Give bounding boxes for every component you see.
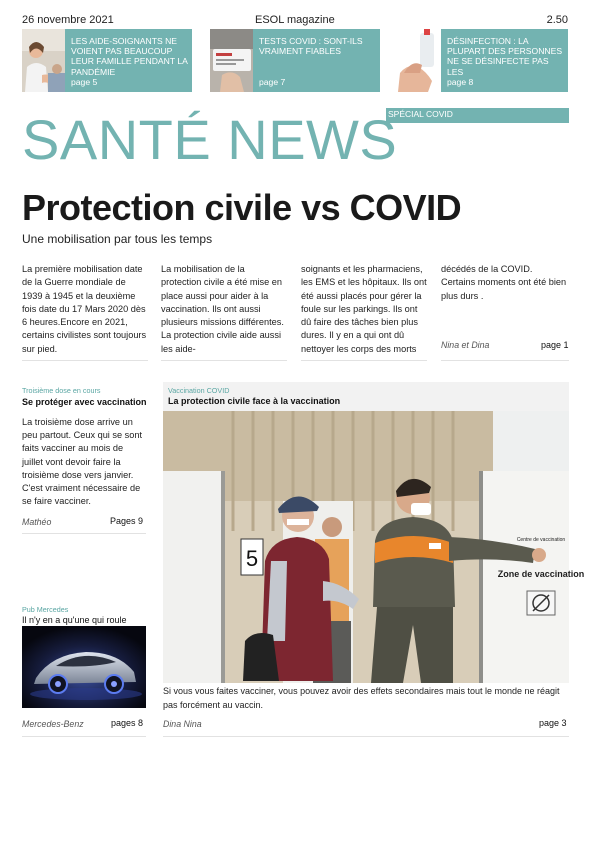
lead-column-3: soignants et les pharmaciens, les EMS et les hôpitaux. Ils ont été aussi placés pour gérer la foule sur les parkings. Ils ont dû faire des tâches bien plus dures. Il y en a qui ont dû nettoyer les corps des morts	[301, 264, 427, 354]
mercedes-ad-image[interactable]	[22, 626, 146, 708]
side-page-ref[interactable]: Pages 9	[110, 516, 144, 526]
teaser-aide-soignants[interactable]	[22, 29, 192, 92]
feature-title[interactable]: La protection civile face à la vaccination	[168, 396, 341, 406]
lead-subtitle: Une mobilisation par tous les temps	[22, 232, 213, 246]
issue-price: 2.50	[546, 14, 568, 26]
side-title[interactable]: Se protéger avec vaccination	[22, 397, 147, 407]
lead-page-ref[interactable]: page 1	[541, 340, 569, 350]
ad-kicker: Pub Mercedes	[22, 605, 69, 614]
teaser-title: TESTS COVID : SONT-ILS VRAIMENT FIABLES	[259, 36, 363, 57]
lead-column-2: La mobilisation de la protection civile a été mise en place aussi pour aider à la vaccination. Ils ont aussi plusieurs missions différentes. La protection civile aide aussi les aide-	[161, 264, 284, 354]
teaser-title: LES AIDE-SOIGNANTS NE VOIENT PAS BEAUCOUP LEUR FAMILLE PENDANT LA PANDÉMIE	[71, 36, 188, 77]
column-divider	[161, 360, 287, 361]
lead-column-4: décédés de la COVID. Certains moments ont été bien plus durs .	[441, 264, 567, 301]
brand-title: SANTÉ NEWS	[22, 108, 398, 171]
feature-kicker: Vaccination COVID	[168, 386, 230, 395]
side-kicker: Troisième dose en cours	[22, 386, 101, 395]
issue-date: 26 novembre 2021	[22, 14, 114, 26]
magazine-name: ESOL magazine	[255, 14, 335, 26]
feature-page-ref[interactable]: page 3	[539, 718, 567, 728]
teaser-nurse-image	[22, 29, 65, 92]
feature-byline: Dina Nina	[163, 719, 202, 729]
special-covid-label: SPÉCIAL COVID	[386, 108, 569, 123]
teaser-title: DÉSINFECTION : LA PLUPART DES PERSONNES NE SE DÉSINFECTE PAS LES	[447, 36, 563, 77]
column-divider	[22, 360, 148, 361]
teaser-page: page 5	[71, 77, 98, 87]
column-divider	[441, 360, 569, 361]
feature-caption: Si vous vous faites vacciner, vous pouvez avoir des effets secondaires mais tout le monde ne réagit pas forcément au vaccin.	[163, 686, 560, 710]
feature-header	[163, 382, 569, 411]
side-divider	[22, 533, 146, 534]
side-byline: Mathéo	[22, 517, 52, 527]
teaser-tests-covid[interactable]	[210, 29, 380, 92]
side-body: La troisième dose arrive un peu partout. Ceux qui se sont faits vacciner au mois de juillet vont devoir faire la troisième dose vers janvier. C'est vraiment nécessaire de se faire vacciner.	[22, 417, 143, 507]
lead-headline[interactable]: Protection civile vs COVID	[22, 187, 462, 228]
lead-byline: Nina et Dina	[441, 340, 490, 350]
teaser-test-kit-image	[210, 29, 253, 92]
photo-sign-small: Centre de vaccination	[516, 537, 566, 543]
ad-title[interactable]: Il n'y en a qu'une qui roule	[22, 615, 127, 625]
photo-sign-big: Zone de vaccination	[497, 569, 585, 579]
vaccination-center-photo[interactable]	[163, 411, 585, 683]
column-divider	[301, 360, 427, 361]
teaser-page: page 7	[259, 77, 286, 87]
photo-booth-number: 5	[245, 546, 259, 571]
lead-column-1: La première mobilisation date de la Guerre mondiale de 1939 à 1945 et la deuxième fois date du 17 Mars 2020 dès 6 heures.Encore en 2021, certains civilistes sont toujours sur pied.	[22, 264, 147, 354]
teaser-hands-image	[398, 29, 441, 92]
teaser-page: page 8	[447, 77, 474, 87]
teaser-desinfection[interactable]	[398, 29, 568, 92]
ad-divider	[22, 736, 146, 737]
ad-page-ref[interactable]: pages 8	[111, 718, 144, 728]
feature-divider	[163, 736, 569, 737]
ad-byline: Mercedes-Benz	[22, 719, 84, 729]
